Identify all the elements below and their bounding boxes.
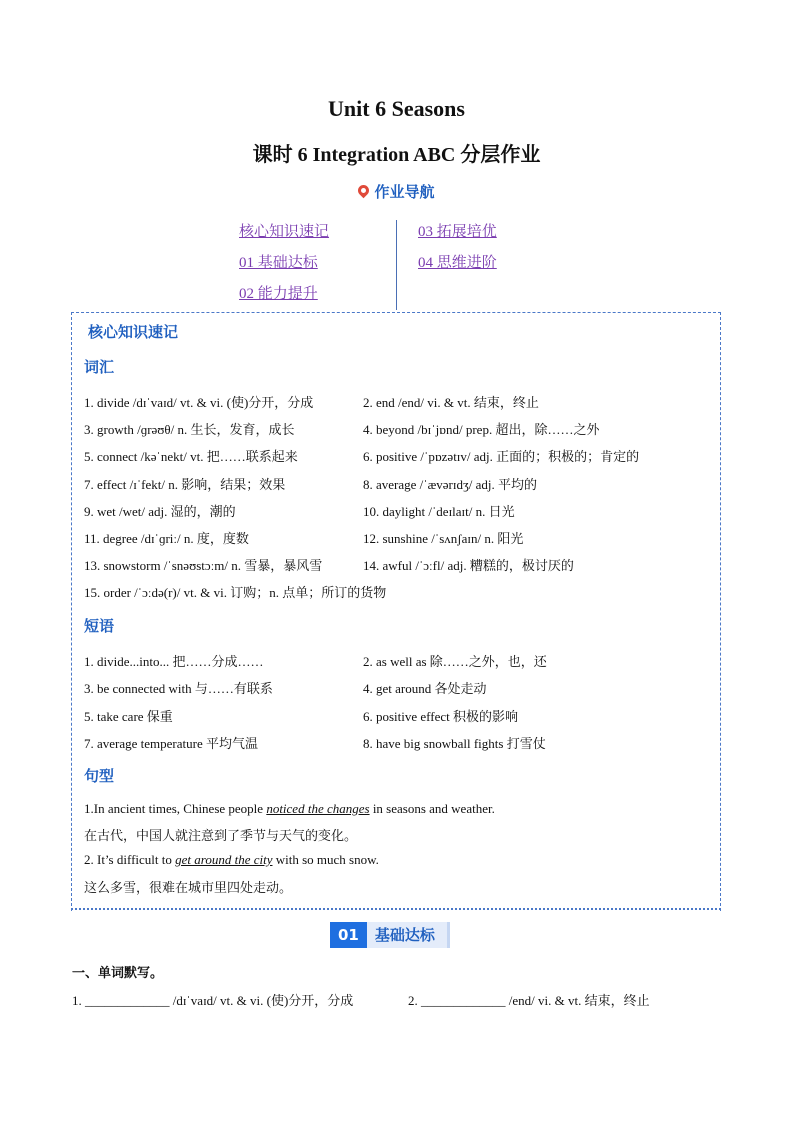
nav-link-01[interactable]: 01 基础达标 (239, 255, 318, 271)
vocab-item: 7. effect /ɪˈfekt/ n. 影响，结果；效果 (84, 477, 286, 492)
exercise-item: 2. _____________ /end/ vi. & vt. 结束，终止 (408, 993, 650, 1008)
sentence-en-1 (84, 801, 495, 817)
vocab-item: 11. degree /dɪˈɡriː/ n. 度，度数 (84, 531, 249, 546)
vocab-item: 10. daylight /ˈdeɪlaɪt/ n. 日光 (363, 504, 515, 519)
phrase-item: 2. as well as 除……之外，也，还 (363, 654, 547, 669)
nav-link-04[interactable]: 04 思维进阶 (418, 255, 497, 271)
phrase-heading: 短语 (84, 617, 115, 635)
vocab-item: 4. beyond /bɪˈjɒnd/ prep. 超出，除……之外 (363, 422, 600, 437)
vocab-item: 1. divide /dɪˈvaɪd/ vt. & vi. (使)分开，分成 (84, 395, 314, 410)
core-knowledge-title: 核心知识速记 (88, 323, 179, 341)
location-pin-icon (356, 183, 372, 199)
nav-divider (396, 220, 397, 310)
sentence-text: in seasons and weather. (369, 801, 495, 816)
section-label: 基础达标 (367, 922, 450, 948)
vocab-item: 6. positive /ˈpɒzətɪv/ adj. 正面的；积极的；肯定的 (363, 449, 640, 464)
part-title: 一、单词默写。 (72, 966, 164, 981)
vocab-item: 2. end /end/ vi. & vt. 结束，终止 (363, 395, 539, 410)
vocab-item: 8. average /ˈævərɪdʒ/ adj. 平均的 (363, 477, 537, 492)
sentence-text: 1.In ancient times, Chinese people (84, 801, 267, 816)
nav-link-02[interactable]: 02 能力提升 (239, 286, 318, 302)
vocab-item: 15. order /ˈɔːdə(r)/ vt. & vi. 订购；n. 点单；所订的货物 (84, 585, 387, 600)
vocab-item: 9. wet /wet/ adj. 湿的，潮的 (84, 504, 236, 519)
vocab-item: 14. awful /ˈɔːfl/ adj. 糟糕的，极讨厌的 (363, 558, 574, 573)
vocab-item: 5. connect /kəˈnekt/ vt. 把……联系起来 (84, 449, 298, 464)
phrase-item: 7. average temperature 平均气温 (84, 736, 258, 751)
phrase-item: 6. positive effect 积极的影响 (363, 709, 519, 724)
sentence-heading: 句型 (84, 767, 115, 785)
phrase-item: 3. be connected with 与……有联系 (84, 681, 273, 696)
core-knowledge-box-border (71, 908, 721, 910)
vocab-item: 13. snowstorm /ˈsnəʊstɔːm/ n. 雪暴，暴风雪 (84, 558, 323, 573)
section-number: 01 (330, 922, 367, 948)
sentence-key-phrase: noticed the changes (266, 801, 370, 816)
page-title: Unit 6 Seasons (328, 96, 465, 121)
phrase-item: 5. take care 保重 (84, 709, 173, 724)
sentence-text: 2. It’s difficult to (84, 852, 176, 867)
nav-link-core[interactable]: 核心知识速记 (239, 224, 330, 240)
phrase-item: 8. have big snowball fights 打雪仗 (363, 736, 546, 751)
sentence-text: with so much snow. (272, 852, 379, 867)
nav-link-03[interactable]: 03 拓展培优 (418, 224, 497, 240)
nav-heading (0, 181, 793, 202)
sentence-cn-2: 这么多雪，很难在城市里四处走动。 (84, 880, 293, 895)
section-01-badge (330, 922, 450, 948)
nav-heading-label: 作业导航 (374, 183, 435, 201)
vocab-heading: 词汇 (84, 358, 115, 376)
sentence-cn-1: 在古代，中国人就注意到了季节与天气的变化。 (84, 828, 358, 843)
sentence-en-2 (84, 852, 379, 868)
page-subtitle: 课时 6 Integration ABC 分层作业 (252, 144, 541, 166)
exercise-item: 1. _____________ /dɪˈvaɪd/ vt. & vi. (使)分开，分成 (72, 993, 354, 1008)
vocab-item: 12. sunshine /ˈsʌnʃaɪn/ n. 阳光 (363, 531, 524, 546)
phrase-item: 4. get around 各处走动 (363, 681, 487, 696)
sentence-key-phrase: get around the city (175, 852, 273, 867)
phrase-item: 1. divide...into... 把……分成…… (84, 654, 264, 669)
vocab-item: 3. growth /ɡrəʊθ/ n. 生长，发育，成长 (84, 422, 295, 437)
